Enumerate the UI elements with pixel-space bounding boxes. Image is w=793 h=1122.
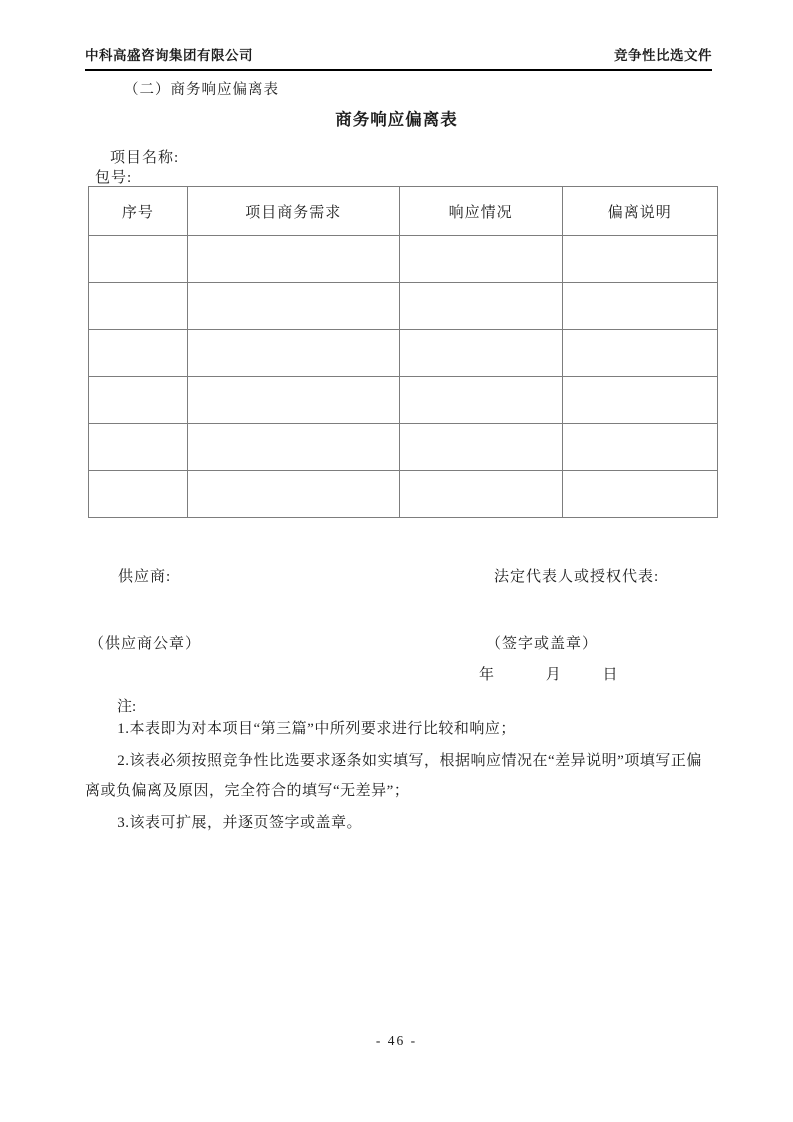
empty-cell: [187, 377, 399, 424]
table-row: [89, 283, 718, 330]
column-header: 项目商务需求: [187, 187, 399, 236]
table-body: [89, 236, 718, 518]
date-year-label: 年: [479, 667, 495, 683]
column-header: 序号: [89, 187, 188, 236]
section-heading: （二）商务响应偏离表: [124, 82, 279, 98]
empty-cell: [562, 283, 717, 330]
header-doc-type: 竞争性比选文件: [614, 48, 712, 63]
empty-cell: [89, 424, 188, 471]
header-company-name: 中科高盛咨询集团有限公司: [85, 48, 253, 63]
table-row: [89, 471, 718, 518]
empty-cell: [187, 471, 399, 518]
package-number-label: 包号:: [95, 170, 133, 186]
table-header-row: [89, 187, 718, 236]
empty-cell: [187, 424, 399, 471]
empty-cell: [562, 330, 717, 377]
empty-cell: [89, 377, 188, 424]
empty-cell: [562, 236, 717, 283]
page-title: 商务响应偏离表: [335, 111, 458, 129]
table-row: [89, 330, 718, 377]
page-number: - 46 -: [375, 1033, 418, 1048]
table-row: [89, 236, 718, 283]
empty-cell: [399, 236, 562, 283]
date-day-label: 日: [602, 667, 618, 683]
sign-or-seal-label: （签字或盖章）: [486, 636, 599, 652]
note-item: 1.本表即为对本项目“第三篇”中所列要求进行比较和响应；: [117, 721, 516, 737]
empty-cell: [399, 283, 562, 330]
table-row: [89, 424, 718, 471]
empty-cell: [89, 330, 188, 377]
supplier-label: 供应商:: [118, 569, 172, 585]
empty-cell: [89, 236, 188, 283]
empty-cell: [89, 283, 188, 330]
empty-cell: [399, 471, 562, 518]
project-name-label: 项目名称:: [110, 150, 180, 166]
empty-cell: [562, 377, 717, 424]
date-month-label: 月: [545, 667, 561, 683]
empty-cell: [187, 283, 399, 330]
empty-cell: [399, 377, 562, 424]
empty-cell: [399, 330, 562, 377]
date-line: [479, 663, 618, 684]
supplier-seal-label: （供应商公章）: [89, 636, 202, 652]
empty-cell: [187, 236, 399, 283]
notes-label: 注:: [117, 699, 137, 715]
empty-cell: [562, 424, 717, 471]
empty-cell: [187, 330, 399, 377]
legal-representative-label: 法定代表人或授权代表:: [494, 569, 660, 585]
column-header: 偏离说明: [562, 187, 717, 236]
deviation-table: [88, 186, 718, 518]
empty-cell: [399, 424, 562, 471]
running-header: [85, 44, 712, 71]
empty-cell: [562, 471, 717, 518]
column-header: 响应情况: [399, 187, 562, 236]
table-row: [89, 377, 718, 424]
note-item: 3.该表可扩展，并逐页签字或盖章。: [117, 815, 363, 831]
note-item: 2.该表必须按照竞争性比选要求逐条如实填写，根据响应情况在“差异说明”项填写正偏离或负偏离及原因，完全符合的填写“无差异”；: [85, 753, 702, 799]
notes-list: [85, 714, 715, 840]
empty-cell: [89, 471, 188, 518]
